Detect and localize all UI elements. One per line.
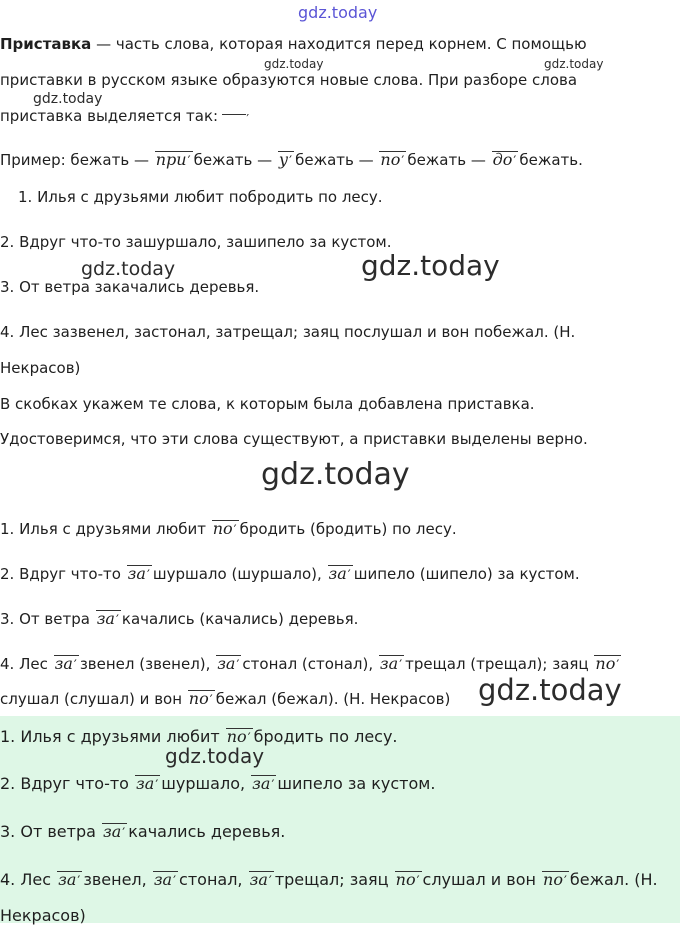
watermark: gdz.today <box>165 744 265 768</box>
prefix: по ′ <box>212 520 239 539</box>
text: бежал (бежал). (Н. Некрасов) <box>215 690 451 708</box>
text: 1. Илья с друзьями любит <box>0 727 225 746</box>
text: звенел (звенел), <box>79 655 216 673</box>
text: 3. От ветра <box>0 610 95 628</box>
prefix: за ′ <box>216 655 241 674</box>
prefix: за ′ <box>57 871 82 890</box>
word-rest: бежать <box>407 151 467 169</box>
task-sentence: Некрасов) <box>0 359 81 377</box>
prefix: за ′ <box>251 775 276 794</box>
prefix: за ′ <box>153 871 178 890</box>
answer-highlight <box>0 716 680 923</box>
intro-line-3 <box>0 106 246 126</box>
term: Приставка <box>0 35 92 53</box>
text: трещал; заяц <box>274 870 394 889</box>
text: стонал, <box>179 870 248 889</box>
answer-sentence <box>0 870 658 890</box>
prefix: за ′ <box>54 655 79 674</box>
explanation: В скобках укажем те слова, к которым была добавлена приставка. <box>0 395 535 413</box>
text: 2. Вдруг что-то <box>0 774 135 793</box>
watermark: gdz.today <box>264 57 324 71</box>
analysis-sentence <box>0 689 450 709</box>
prefix: по ′ <box>542 871 569 890</box>
prefix: за ′ <box>127 565 152 584</box>
text: 4. Лес <box>0 870 57 889</box>
intro-line-2: приставки в русском языке образуются новые слова. При разборе слова <box>0 71 578 89</box>
text: бродить по лесу. <box>253 727 398 746</box>
prefix: за ′ <box>102 823 127 842</box>
word-rest: бежать <box>295 151 354 169</box>
prefix: за ′ <box>96 610 121 629</box>
analysis-sentence <box>0 609 358 629</box>
prefix: за ′ <box>328 565 353 584</box>
example-label: Пример: бежать — <box>0 151 154 169</box>
task-sentence: 2. Вдруг что-то зашуршало, зашипело за кустом. <box>0 233 392 251</box>
analysis-sentence <box>0 564 580 584</box>
watermark: gdz.today <box>33 91 103 107</box>
task-sentence: 4. Лес зазвенел, застонал, затрещал; заяц послушал и вон побежал. (Н. <box>0 323 576 341</box>
answer-sentence: Некрасов) <box>0 906 86 925</box>
watermark: gdz.today <box>261 457 410 492</box>
example-line <box>0 150 583 170</box>
text: слушал (слушал) и вон <box>0 690 187 708</box>
text: бродить (бродить) по лесу. <box>239 520 457 538</box>
text: шипело за кустом. <box>277 774 436 793</box>
text: 1. Илья с друзьями любит <box>0 520 211 538</box>
prefix: по ′ <box>594 655 621 674</box>
prefix: до ′ <box>492 151 519 170</box>
prefix: при ′ <box>155 151 193 170</box>
separator: — <box>353 151 379 169</box>
prefix: по ′ <box>188 690 215 709</box>
prefix: за ′ <box>249 871 274 890</box>
text: слушал и вон <box>422 870 542 889</box>
text: 4. Лес <box>0 655 53 673</box>
text: трещал (трещал); заяц <box>405 655 594 673</box>
watermark: gdz.today <box>81 258 176 280</box>
answer-sentence <box>0 774 435 794</box>
watermark: gdz.today <box>544 57 604 71</box>
watermark: gdz.today <box>478 673 622 707</box>
prefix-mark-icon <box>222 114 246 125</box>
separator: — <box>466 151 491 169</box>
text: звенел, <box>83 870 152 889</box>
watermark: gdz.today <box>361 249 500 282</box>
word-rest: бежать. <box>519 151 583 169</box>
intro-text: приставка выделяется так: <box>0 107 219 125</box>
analysis-sentence <box>0 519 457 539</box>
answer-sentence <box>0 822 285 842</box>
text: шуршало, <box>161 774 251 793</box>
prefix: за ′ <box>135 775 160 794</box>
intro-line-1 <box>0 34 587 54</box>
prefix: по ′ <box>226 728 253 747</box>
task-sentence: 1. Илья с друзьями любит побродить по лесу. <box>18 188 383 206</box>
prefix: за ′ <box>379 655 404 674</box>
text: стонал (стонал), <box>242 655 378 673</box>
prefix: по ′ <box>395 871 422 890</box>
definition-text: — часть слова, которая находится перед корнем. С помощью <box>91 35 587 53</box>
explanation: Удостоверимся, что эти слова существуют, а приставки выделены верно. <box>0 430 588 448</box>
text: качались деревья. <box>128 822 286 841</box>
prefix: у ′ <box>278 151 294 170</box>
analysis-sentence <box>0 654 622 674</box>
text: 2. Вдруг что-то <box>0 565 126 583</box>
prefix: по ′ <box>379 151 406 170</box>
word-rest: бежать <box>193 151 253 169</box>
text: 3. От ветра <box>0 822 101 841</box>
text: шуршало (шуршало), <box>152 565 327 583</box>
separator: — <box>252 151 277 169</box>
text: шипело (шипело) за кустом. <box>353 565 580 583</box>
text: качались (качались) деревья. <box>121 610 359 628</box>
text: бежал. (Н. <box>569 870 658 889</box>
task-sentence: 3. От ветра закачались деревья. <box>0 278 260 296</box>
watermark: gdz.today <box>298 3 378 22</box>
